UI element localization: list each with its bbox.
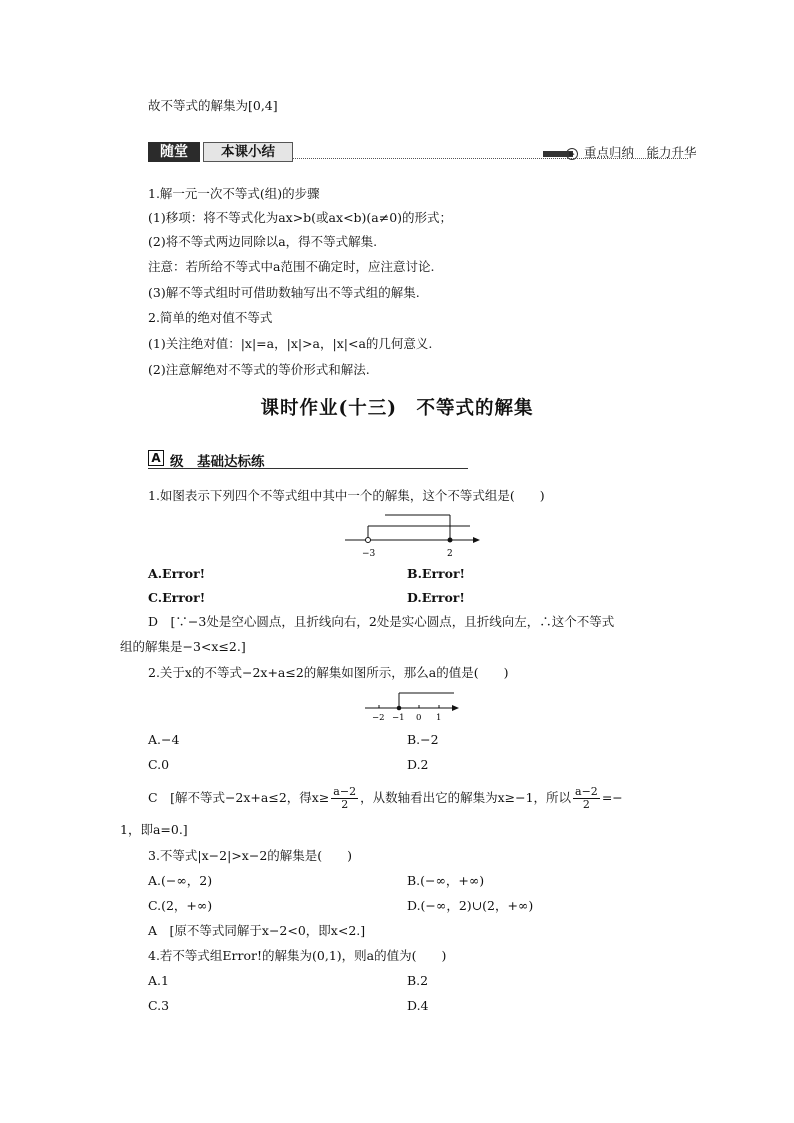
q2-number-line bbox=[362, 688, 462, 724]
q4-option-d[interactable]: D.4 bbox=[407, 998, 429, 1013]
tick-label: 2 bbox=[447, 549, 453, 559]
q2-option-d[interactable]: D.2 bbox=[407, 757, 429, 772]
q3-option-a[interactable]: A.(−∞，2) bbox=[148, 873, 213, 888]
closed-dot bbox=[397, 706, 402, 711]
summary-line: (2)注意解绝对不等式的等价形式和解法. bbox=[148, 362, 370, 377]
q3-answer: A [原不等式同解于x−2<0，即x<2.] bbox=[148, 923, 366, 938]
q1-option-a[interactable]: A.Error! bbox=[148, 566, 206, 581]
fraction bbox=[331, 786, 358, 811]
fraction-num: a−2 bbox=[333, 785, 357, 798]
summary-line: (1)移项：将不等式化为ax>b(或ax<b)(a≠0)的形式； bbox=[148, 210, 453, 225]
q1-stem: 1.如图表示下列四个不等式组中其中一个的解集，这个不等式组是( ) bbox=[148, 488, 545, 503]
q2-option-c[interactable]: C.0 bbox=[148, 757, 170, 772]
q1-number-line bbox=[340, 510, 485, 560]
q2-answer-cont: 1，即a=0.] bbox=[120, 822, 188, 837]
summary-line: (3)解不等式组时可借助数轴写出不等式组的解集. bbox=[148, 285, 420, 300]
play-icon: ▶ bbox=[566, 148, 578, 160]
summary-line: 1.解一元一次不等式(组)的步骤 bbox=[148, 186, 320, 201]
q3-option-b[interactable]: B.(−∞，+∞) bbox=[407, 873, 485, 888]
q4-option-a[interactable]: A.1 bbox=[148, 973, 169, 988]
q1-option-d[interactable]: D.Error! bbox=[407, 590, 465, 605]
summary-line: 注意：若所给不等式中a范围不确定时，应注意讨论. bbox=[148, 259, 435, 274]
q1-answer: D [∵−3处是空心圆点，且折线向右，2处是实心圆点，且折线向左，∴这个不等式 bbox=[148, 614, 615, 629]
level-text: 级 基础达标练 bbox=[170, 454, 265, 470]
q2-stem: 2.关于x的不等式−2x+a≤2的解集如图所示，那么a的值是( ) bbox=[148, 665, 509, 680]
q2-answer-part: ，从数轴看出它的解集为x≥−1，所以 bbox=[360, 790, 572, 805]
fraction-den: 2 bbox=[341, 798, 349, 811]
q1-option-c[interactable]: C.Error! bbox=[148, 590, 206, 605]
summary-banner bbox=[148, 142, 708, 162]
axis-arrow bbox=[452, 705, 459, 711]
q4-stem: 4.若不等式组Error!的解集为(0,1)，则a的值为( ) bbox=[148, 948, 447, 963]
page-title: 课时作业(十三) 不等式的解集 bbox=[260, 398, 534, 419]
fraction-num: a−2 bbox=[575, 785, 598, 798]
q4-option-b[interactable]: B.2 bbox=[407, 973, 429, 988]
fraction bbox=[573, 786, 600, 811]
q3-stem: 3.不等式|x−2|>x−2的解集是( ) bbox=[148, 848, 353, 863]
q1-option-b[interactable]: B.Error! bbox=[407, 566, 466, 581]
banner-tag-summary: 本课小结 bbox=[203, 142, 293, 162]
closed-dot bbox=[448, 538, 453, 543]
q4-option-c[interactable]: C.3 bbox=[148, 998, 170, 1013]
summary-line: (2)将不等式两边同除以a，得不等式解集. bbox=[148, 234, 378, 249]
tick-label: −2 bbox=[372, 713, 385, 723]
q2-answer-part: =− bbox=[601, 790, 623, 805]
q2-option-b[interactable]: B.−2 bbox=[407, 732, 439, 747]
q2-option-a[interactable]: A.−4 bbox=[148, 732, 180, 747]
q3-option-c[interactable]: C.(2，+∞) bbox=[148, 898, 213, 913]
fraction-den: 2 bbox=[582, 798, 590, 811]
level-heading bbox=[148, 450, 468, 469]
tick-label: 0 bbox=[416, 713, 422, 723]
level-box: A bbox=[148, 450, 164, 466]
q2-answer bbox=[148, 784, 623, 812]
q2-answer-part: C [解不等式−2x+a≤2，得x≥ bbox=[148, 790, 330, 805]
tick-label: −3 bbox=[362, 549, 376, 559]
q3-option-d[interactable]: D.(−∞，2)∪(2，+∞) bbox=[407, 898, 534, 913]
summary-line: 2.简单的绝对值不等式 bbox=[148, 310, 273, 325]
banner-right bbox=[566, 143, 697, 161]
open-dot bbox=[366, 538, 371, 543]
tick-label: −1 bbox=[392, 713, 405, 723]
tick-label: 1 bbox=[436, 713, 442, 723]
q1-answer-cont: 组的解集是−3<x≤2.] bbox=[120, 639, 246, 654]
axis-arrow bbox=[473, 537, 480, 543]
banner-right-text: 重点归纳 能力升华 bbox=[584, 145, 697, 160]
prev-conclusion: 故不等式的解集为[0,4] bbox=[148, 98, 278, 113]
summary-line: (1)关注绝对值：|x|=a，|x|>a，|x|<a的几何意义. bbox=[148, 336, 433, 351]
banner-tag-suitang: 随堂 bbox=[148, 142, 200, 162]
